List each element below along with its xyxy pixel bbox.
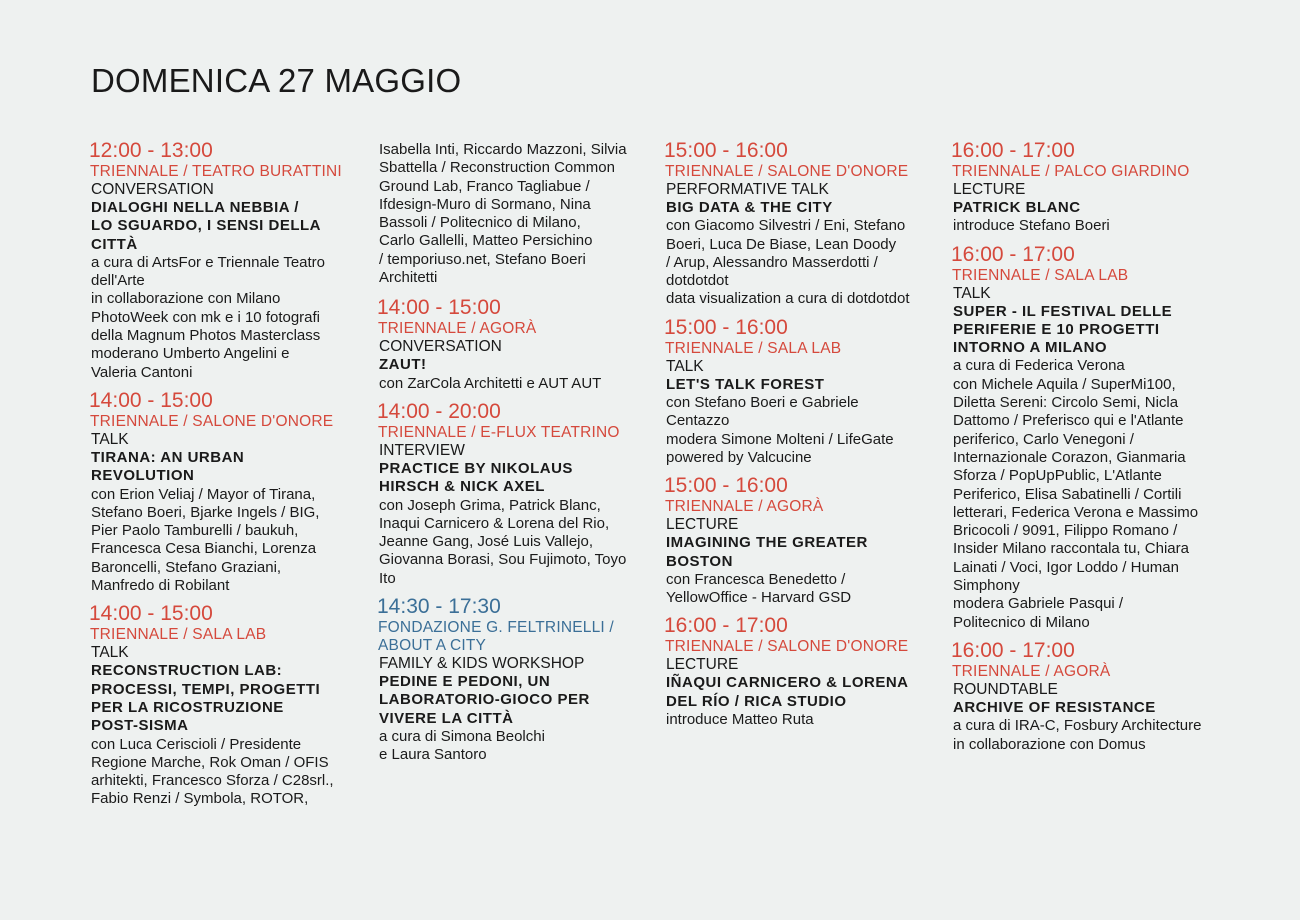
schedule-column-1 [89, 139, 351, 816]
event-type: FAMILY & KIDS WORKSHOP [379, 655, 585, 673]
event-time: 14:30 - 17:30 [377, 595, 501, 619]
event [89, 389, 351, 595]
event-time: 15:00 - 16:00 [664, 139, 788, 162]
event-type: LECTURE [666, 656, 739, 674]
details-line: con Luca Ceriscioli / Presidente [91, 735, 302, 753]
venue-line: TRIENNALE / E-FLUX TEATRINO [378, 423, 620, 441]
event-venue [664, 163, 926, 181]
event-time: 16:00 - 17:00 [951, 139, 1075, 162]
event [664, 139, 926, 309]
title-line: IÑAQUI CARNICERO & LORENA [666, 674, 909, 692]
event-details [951, 217, 1213, 235]
event-type: TALK [953, 284, 991, 302]
event-details [951, 357, 1213, 631]
event-title [377, 673, 639, 728]
details-line: Politecnico di Milano [953, 613, 1090, 631]
continuation-line: Sbattella / Reconstruction Common [379, 159, 615, 177]
details-line: con ZarCola Architetti e AUT AUT [379, 374, 602, 392]
venue-line: TRIENNALE / AGORÀ [378, 320, 537, 338]
details-line: Regione Marche, Rok Oman / OFIS [91, 753, 329, 771]
page-title: DOMENICA 27 MAGGIO [91, 62, 462, 99]
details-line: Francesca Cesa Bianchi, Lorenza [91, 540, 317, 558]
event-venue [377, 424, 639, 442]
details-line: a cura di IRA-C, Fosbury Architecture [953, 717, 1202, 735]
event-time: 12:00 - 13:00 [89, 139, 213, 162]
event-title [377, 356, 639, 374]
details-line: a cura di Federica Verona [953, 357, 1125, 375]
event-venue [664, 638, 926, 656]
details-line: arhitekti, Francesco Sforza / C28srl., [91, 772, 334, 790]
event-time: 16:00 - 17:00 [664, 614, 788, 638]
details-line: Jeanne Gang, José Luis Vallejo, [379, 533, 594, 551]
event-venue [664, 498, 926, 516]
details-line: Giovanna Borasi, Sou Fujimoto, Toyo [379, 551, 627, 569]
title-line: PATRICK BLANC [953, 199, 1081, 216]
title-line: DIALOGHI NELLA NEBBIA / [91, 199, 299, 216]
event-details [664, 571, 926, 608]
details-line: in collaborazione con Milano [91, 290, 281, 308]
event-type: CONVERSATION [91, 181, 214, 198]
event [664, 614, 926, 729]
details-line: modera Simone Molteni / LifeGate [666, 430, 894, 448]
event-title [951, 699, 1213, 717]
event [89, 139, 351, 382]
details-line: Sforza / PopUpPublic, L'Atlante [953, 467, 1162, 485]
details-line: powered by Valcucine [666, 448, 812, 466]
event [377, 595, 639, 764]
details-line: con Joseph Grima, Patrick Blanc, [379, 496, 601, 514]
schedule-column-4 [951, 139, 1213, 761]
event-time: 14:00 - 15:00 [89, 602, 213, 626]
details-line: Diletta Sereni: Circolo Semi, Nicla [953, 394, 1179, 412]
details-line: in collaborazione con Domus [953, 735, 1146, 753]
event-time: 14:00 - 15:00 [377, 296, 501, 320]
venue-line: TRIENNALE / SALONE D'ONORE [665, 163, 909, 180]
title-line: ZAUT! [379, 356, 427, 374]
event-type: INTERVIEW [379, 441, 465, 459]
event-type: LECTURE [666, 516, 739, 534]
event-details [664, 217, 926, 308]
event-type: LECTURE [953, 181, 1026, 198]
event [664, 474, 926, 607]
venue-line: FONDAZIONE G. FELTRINELLI / [378, 619, 614, 637]
event-title [664, 674, 926, 711]
event-type: CONVERSATION [379, 338, 502, 356]
title-line: SUPER - IL FESTIVAL DELLE [953, 302, 1173, 320]
title-line: POST-SISMA [91, 717, 189, 735]
details-line: con Giacomo Silvestri / Eni, Stefano [666, 217, 906, 235]
details-line: dell'Arte [91, 272, 145, 290]
venue-line: TRIENNALE / AGORÀ [665, 498, 824, 516]
title-line: LABORATORIO-GIOCO PER [379, 691, 590, 709]
event [377, 400, 639, 588]
details-line: data visualization a cura di dotdotdot [666, 290, 910, 308]
continuation-line: Isabella Inti, Riccardo Mazzoni, Silvia [379, 141, 627, 158]
schedule-column-3 [664, 139, 926, 736]
title-line: PERIFERIE E 10 PROGETTI [953, 320, 1160, 338]
event-title [951, 199, 1213, 217]
event-details [89, 486, 351, 596]
event-time: 15:00 - 16:00 [664, 315, 788, 339]
event-venue [89, 626, 351, 644]
details-line: Boeri, Luca De Biase, Lean Doody [666, 235, 897, 253]
event-details [377, 497, 639, 588]
event-venue [951, 163, 1213, 181]
venue-line: TRIENNALE / SALONE D'ONORE [90, 412, 334, 430]
details-line: Bricocoli / 9091, Filippo Romano / [953, 522, 1178, 540]
event-details [664, 711, 926, 729]
title-line: PRACTICE BY NIKOLAUS [379, 459, 573, 477]
event-details [89, 736, 351, 809]
venue-line: TRIENNALE / SALA LAB [665, 339, 842, 357]
event [951, 139, 1213, 236]
event-venue [951, 663, 1213, 681]
continuation-line: Ifdesign-Muro di Sormano, Nina [379, 195, 591, 213]
venue-line: TRIENNALE / PALCO GIARDINO [952, 163, 1190, 180]
event-title [89, 449, 351, 486]
event-time: 15:00 - 16:00 [664, 474, 788, 498]
details-line: Periferico, Elisa Sabatinelli / Cortili [953, 485, 1182, 503]
venue-line: TRIENNALE / AGORÀ [952, 662, 1111, 680]
event-continuation [377, 141, 639, 287]
title-line: LO SGUARDO, I SENSI DELLA [91, 217, 322, 235]
details-line: YellowOffice - Harvard GSD [666, 589, 852, 607]
title-line: INTORNO A MILANO [953, 339, 1108, 357]
title-line: HIRSCH & NICK AXEL [379, 478, 545, 496]
title-line: CITTÀ [91, 235, 138, 253]
details-line: Dattomo / Preferisco qui e l'Atlante [953, 412, 1184, 430]
event-details [951, 717, 1213, 754]
event-details [377, 375, 639, 393]
event-time: 16:00 - 17:00 [951, 242, 1075, 266]
title-line: DEL RÍO / RICA STUDIO [666, 692, 847, 710]
title-line: IMAGINING THE GREATER [666, 534, 868, 552]
title-line: TIRANA: AN URBAN [91, 448, 245, 466]
event [951, 243, 1213, 632]
venue-line: TRIENNALE / SALA LAB [952, 266, 1129, 284]
details-line: dotdotdot [666, 272, 729, 290]
details-line: PhotoWeek con mk e i 10 fotografi [91, 308, 321, 326]
event-type: TALK [91, 644, 129, 662]
event-title [664, 534, 926, 571]
event-time: 14:00 - 20:00 [377, 399, 501, 423]
details-line: Ito [379, 569, 396, 587]
event-title [951, 303, 1213, 358]
details-line: con Michele Aquila / SuperMi100, [953, 375, 1176, 393]
venue-line: TRIENNALE / SALA LAB [90, 626, 267, 644]
details-line: e Laura Santoro [379, 746, 487, 764]
details-line: Baroncelli, Stefano Graziani, [91, 558, 282, 576]
title-line: PEDINE E PEDONI, UN [379, 673, 551, 691]
event-venue [664, 340, 926, 358]
continuation-line: Bassoli / Politecnico di Milano, [379, 214, 581, 232]
event [377, 296, 639, 393]
event-type: ROUNDTABLE [953, 680, 1058, 698]
details-line: / Arup, Alessandro Masserdotti / [666, 253, 878, 271]
event-details [664, 394, 926, 467]
venue-line: ABOUT A CITY [378, 637, 487, 655]
event-venue [89, 163, 351, 181]
continuation-line: / temporiuso.net, Stefano Boeri [379, 250, 586, 268]
event-title [664, 199, 926, 217]
details-line: Inaqui Carnicero & Lorena del Rio, [379, 514, 610, 532]
details-line: a cura di Simona Beolchi [379, 727, 545, 745]
event-venue [377, 619, 639, 655]
details-line: Fabio Renzi / Symbola, ROTOR, [91, 790, 309, 808]
title-line: VIVERE LA CITTÀ [379, 709, 514, 727]
event-type: TALK [91, 430, 129, 448]
venue-line: TRIENNALE / TEATRO BURATTINI [90, 163, 342, 180]
event-details [377, 728, 639, 765]
details-line: periferico, Carlo Venegoni / [953, 430, 1134, 448]
title-line: LET'S TALK FOREST [666, 375, 825, 393]
continuation-line: Architetti [379, 269, 438, 287]
details-line: con Stefano Boeri e Gabriele [666, 394, 859, 412]
title-line: ARCHIVE OF RESISTANCE [953, 698, 1156, 716]
event [89, 602, 351, 808]
details-line: Internazionale Corazon, Gianmaria [953, 448, 1186, 466]
event-venue [951, 267, 1213, 285]
title-line: REVOLUTION [91, 467, 195, 485]
venue-line: TRIENNALE / SALONE D'ONORE [665, 638, 909, 656]
event-title [89, 662, 351, 735]
event-title [664, 376, 926, 394]
event-type: TALK [666, 357, 704, 375]
details-line: Pier Paolo Tamburelli / baukuh, [91, 522, 299, 540]
event-time: 16:00 - 17:00 [951, 638, 1075, 662]
details-line: a cura di ArtsFor e Triennale Teatro [91, 253, 326, 271]
details-line: Centazzo [666, 412, 730, 430]
details-line: letterari, Federica Verona e Massimo [953, 503, 1199, 521]
details-line: Lainati / Voci, Igor Loddo / Human [953, 558, 1179, 576]
details-line: Valeria Cantoni [91, 363, 193, 381]
continuation-line: Ground Lab, Franco Tagliabue / [379, 177, 590, 195]
event-details [89, 254, 351, 382]
schedule-column-2 [377, 139, 639, 772]
details-line: moderano Umberto Angelini e [91, 345, 290, 363]
details-line: Manfredo di Robilant [91, 577, 230, 595]
details-line: Insider Milano raccontala tu, Chiara [953, 540, 1189, 558]
details-line: con Francesca Benedetto / [666, 570, 846, 588]
details-line: introduce Matteo Ruta [666, 711, 814, 729]
event [664, 316, 926, 467]
event-venue [89, 413, 351, 431]
event-type: PERFORMATIVE TALK [666, 181, 829, 198]
event-time: 14:00 - 15:00 [89, 388, 213, 412]
details-line: Simphony [953, 577, 1020, 595]
details-line: con Erion Veliaj / Mayor of Tirana, [91, 485, 316, 503]
details-line: introduce Stefano Boeri [953, 217, 1110, 235]
title-line: RECONSTRUCTION LAB: [91, 662, 283, 680]
continuation-line: Carlo Gallelli, Matteo Persichino [379, 232, 593, 250]
event-title [89, 199, 351, 254]
details-line: della Magnum Photos Masterclass [91, 327, 321, 345]
title-line: PROCESSI, TEMPI, PROGETTI [91, 680, 321, 698]
details-line: Stefano Boeri, Bjarke Ingels / BIG, [91, 503, 320, 521]
event-venue [377, 320, 639, 338]
title-line: BOSTON [666, 552, 733, 570]
event-title [377, 460, 639, 497]
event [951, 639, 1213, 754]
title-line: BIG DATA & THE CITY [666, 199, 833, 216]
title-line: PER LA RICOSTRUZIONE [91, 698, 284, 716]
details-line: modera Gabriele Pasqui / [953, 595, 1124, 613]
